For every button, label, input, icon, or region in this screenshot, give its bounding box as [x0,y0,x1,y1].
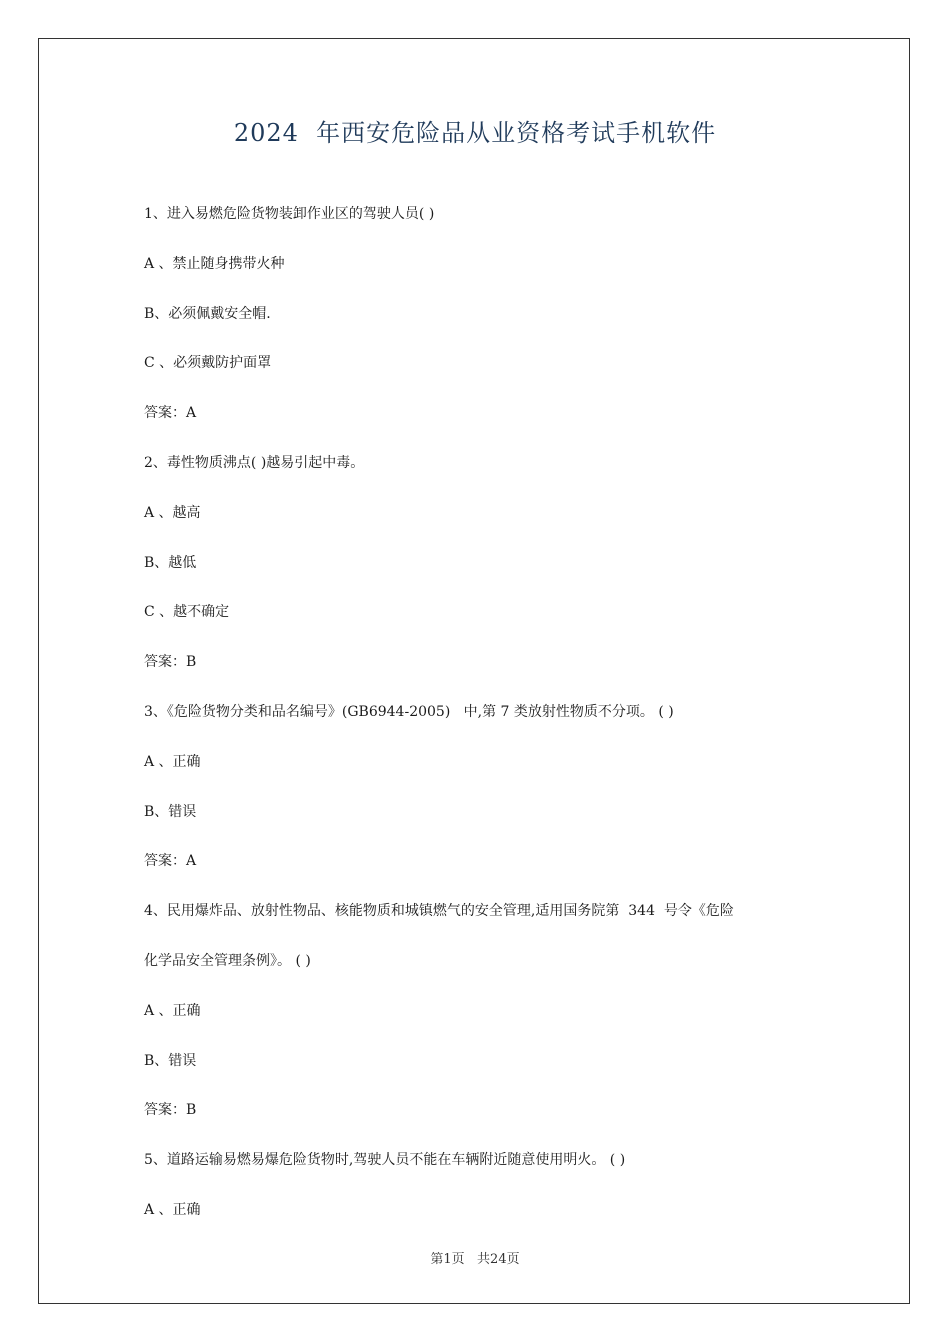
question-1-option-a: A 、禁止随身携带火种 [144,255,285,272]
question-2-option-a: A 、越高 [144,504,201,521]
question-5-text: 5、道路运输易燃易爆危险货物时,驾驶人员不能在车辆附近随意使用明火。 ( ) [144,1152,626,1169]
question-3-text: 3、《危险货物分类和品名编号》(GB6944-2005) 中,第 7 类放射性物质不分项。 ( ) [144,703,674,720]
question-3-option-b: B、错误 [144,803,197,820]
question-2-option-b: B、越低 [144,554,197,571]
page-footer: 第1页 共24页 [430,1252,520,1267]
question-4-option-a: A 、正确 [144,1002,201,1019]
question-5-option-a: A 、正确 [144,1201,201,1218]
question-3-answer: 答案：A [144,853,197,870]
question-3-option-a: A 、正确 [144,753,201,770]
document-body [144,200,824,1246]
document-title: 2024 年西安危险品从业资格考试手机软件 [233,119,717,147]
question-4-option-b: B、错误 [144,1052,197,1069]
question-4-text-line-2: 化学品安全管理条例》。 ( ) [144,952,311,969]
question-4-text-line-1: 4、民用爆炸品、放射性物品、核能物质和城镇燃气的安全管理,适用国务院第 344 号令《危险 [144,903,734,920]
question-2-option-c: C 、越不确定 [144,604,230,621]
question-1-text: 1、进入易燃危险货物装卸作业区的驾驶人员( ) [144,206,435,222]
question-1-answer: 答案：A [144,405,197,422]
question-1-option-b: B、必须佩戴安全帽. [144,305,271,322]
question-2-text: 2、毒性物质沸点( )越易引起中毒。 [144,454,365,471]
question-4-answer: 答案：B [144,1102,197,1119]
question-1-option-c: C 、必须戴防护面罩 [144,355,272,372]
question-2-answer: 答案：B [144,654,197,671]
